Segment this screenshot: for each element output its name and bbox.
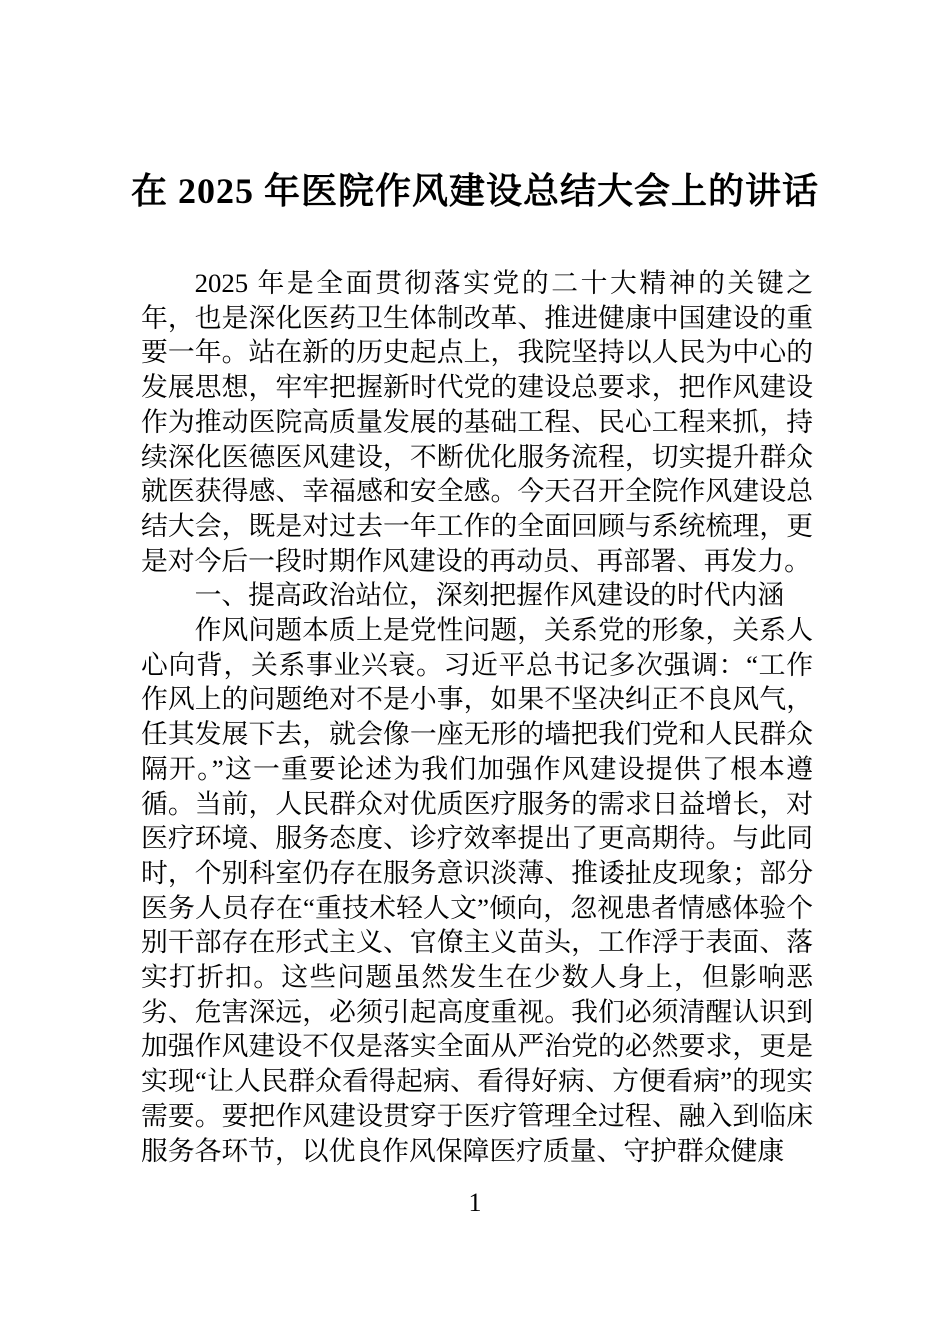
document-body [141, 266, 813, 1168]
paragraph-intro: 2025 年是全面贯彻落实党的二十大精神的关键之年，也是深化医药卫生体制改革、推进健康中国建设的重要一年。站在新的历史起点上，我院坚持以人民为中心的发展思想，牢牢把握新时代党的建设总要求，把作风建设作为推动医院高质量发展的基础工程、民心工程来抓，持续深化医德医风建设，不断优化服务流程，切实提升群众就医获得感、幸福感和安全感。今天召开全院作风建设总结大会，既是对过去一年工作的全面回顾与系统梳理，更是对今后一段时期作风建设的再动员、再部署、再发力。 [141, 268, 813, 576]
document-title: 在 2025 年医院作风建设总结大会上的讲话 [130, 171, 819, 211]
paragraph-section-1: 作风问题本质上是党性问题，关系党的形象，关系人心向背，关系事业兴衰。习近平总书记多次强调：“工作作风上的问题绝对不是小事，如果不坚决纠正不良风气，任其发展下去，就会像一座无形的墙把我们党和人民群众隔开。”这一重要论述为我们加强作风建设提供了根本遵循。当前，人民群众对优质医疗服务的需求日益增长，对医疗环境、服务态度、诊疗效率提出了更高期待。与此同时，个别科室仍存在服务意识淡薄、推诿扯皮现象；部分医务人员存在“重技术轻人文”倾向，忽视患者情感体验个别干部存在形式主义、官僚主义苗头，工作浮于表面、落实打折扣。这些问题虽然发生在少数人身上，但影响恶劣、危害深远，必须引起高度重视。我们必须清醒认识到加强作风建设不仅是落实全面从严治党的必然要求，更是实现“让人民群众看得起病、看得好病、方便看病”的现实需要。要把作风建设贯穿于医疗管理全过程、融入到临床服务各环节，以优良作风保障医疗质量、守护群众健康 [141, 615, 813, 1166]
section-heading-1: 一、提高政治站位，深刻把握作风建设的时代内涵 [194, 580, 785, 611]
page-number: 1 [468, 1188, 482, 1217]
